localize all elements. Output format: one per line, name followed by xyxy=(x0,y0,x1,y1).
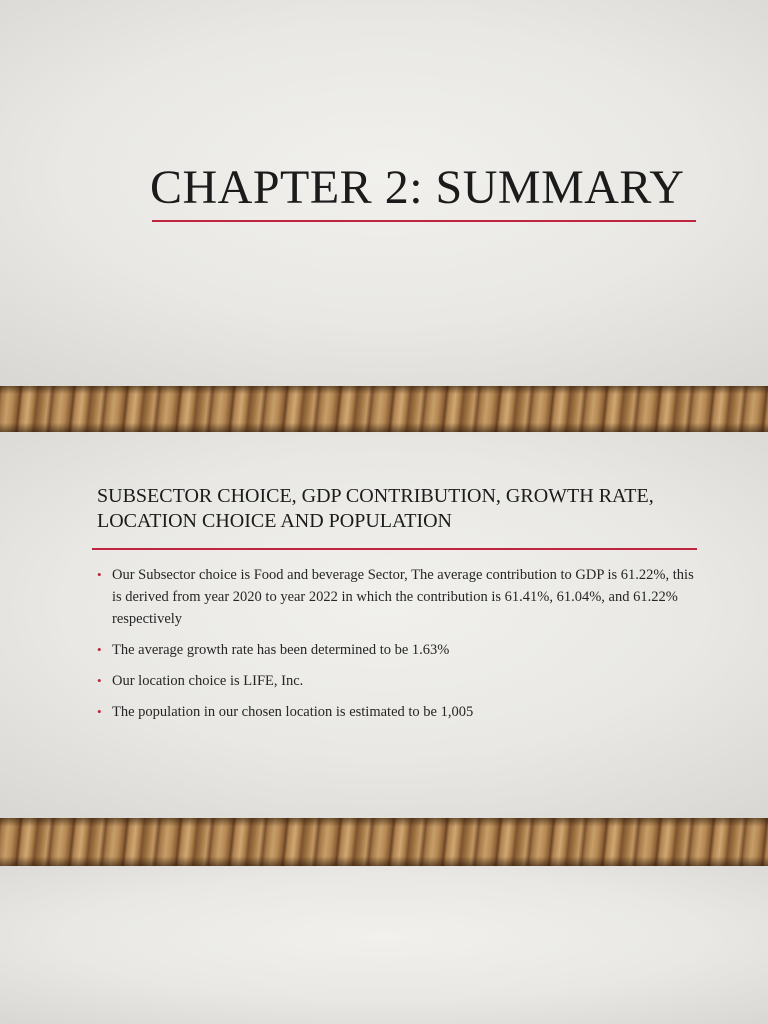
heading-underline xyxy=(92,548,697,550)
slide-title: CHAPTER 2: SUMMARY xyxy=(150,161,685,214)
bullet-icon: • xyxy=(97,673,102,688)
list-item xyxy=(96,670,696,692)
list-item xyxy=(96,564,696,630)
slide-heading: SUBSECTOR CHOICE, GDP CONTRIBUTION, GROWTH RATE, LOCATION CHOICE AND POPULATION xyxy=(97,485,654,532)
bullet-icon: • xyxy=(97,704,102,719)
bullet-list xyxy=(96,564,696,732)
slide-2 xyxy=(0,432,768,818)
bullet-text: Our Subsector choice is Food and beverage Sector, The average contribution to GDP is 61.22%, this is derived from year 2020 to year 2022 in which the contribution is 61.41%, 61.04%, and 61.22% respectively xyxy=(112,567,694,627)
bullet-icon: • xyxy=(97,642,102,657)
list-item xyxy=(96,639,696,661)
bullet-text: The population in our chosen location is estimated to be 1,005 xyxy=(112,704,474,720)
bullet-text: Our location choice is LIFE, Inc. xyxy=(112,673,304,689)
bullet-text: The average growth rate has been determined to be 1.63% xyxy=(112,642,450,658)
slide-3 xyxy=(0,866,768,1024)
bullet-icon: • xyxy=(97,567,102,582)
wood-floor-divider xyxy=(0,386,768,432)
slide-1 xyxy=(0,0,768,386)
wood-floor-divider xyxy=(0,818,768,866)
list-item xyxy=(96,701,696,723)
title-underline xyxy=(152,220,696,222)
